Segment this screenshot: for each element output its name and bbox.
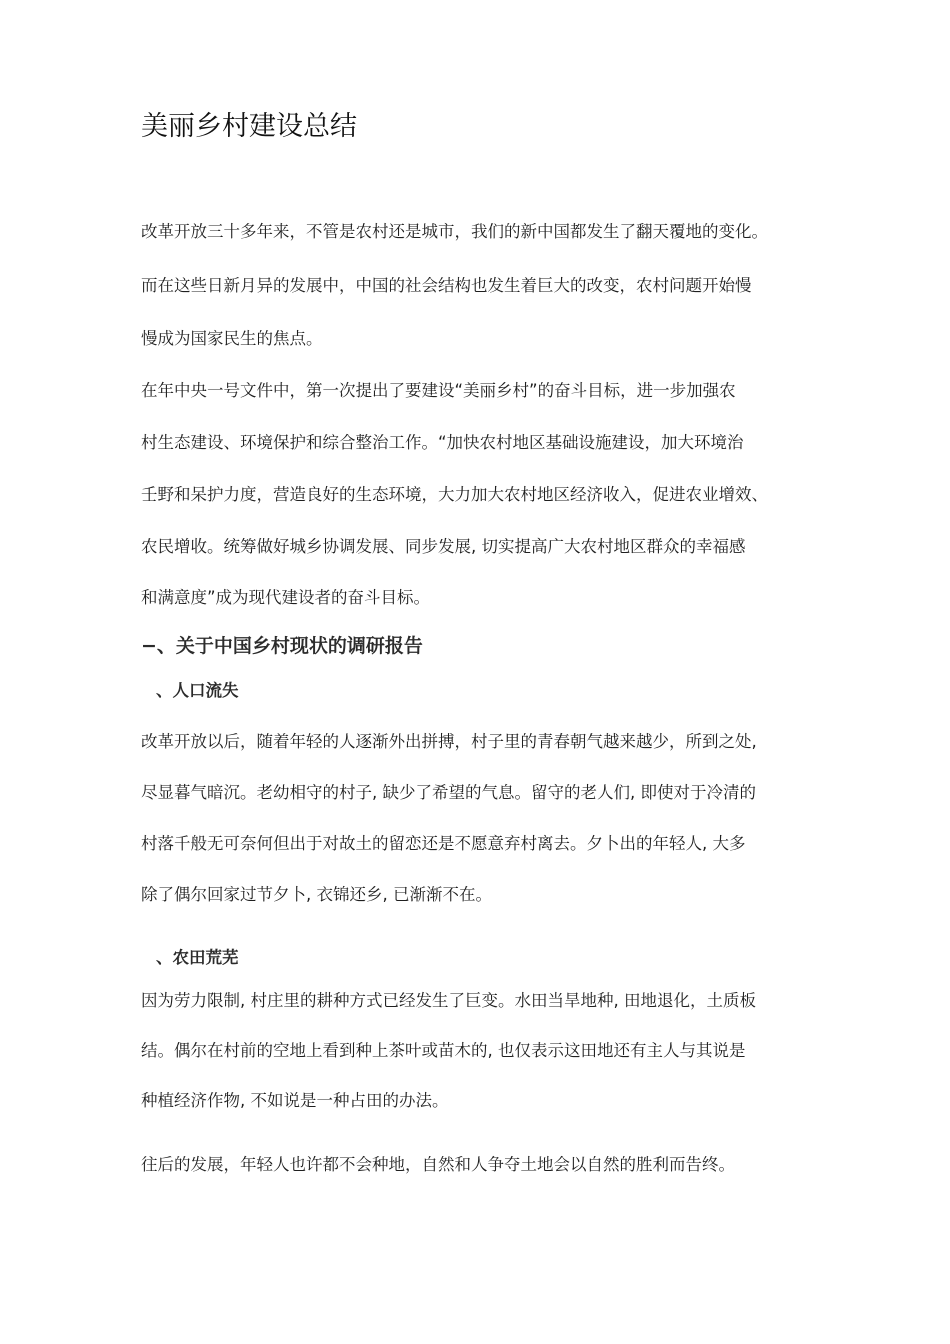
farmland-line-1: 因为劳力限制, 村庄里的耕种方式已经发生了巨变。水田当旱地种, 田地退化，土质板 (141, 991, 756, 1010)
goal-line-2: 村生态建设、环境保护和综合整治工作。“加快农村地区基础设施建设，加大环境治 (141, 433, 744, 452)
population-line-1: 改革开放以后，随着年轻的人逐渐外出拼搏，村子里的青春朝气越来越少，所到之处, (141, 732, 757, 751)
closing-paragraph: 往后的发展，年轻人也许都不会种地，自然和人争夺土地会以自然的胜利而告终。 (141, 1155, 735, 1174)
goal-line-4: 农民增收。统筹做好城乡协调发展、同步发展, 切实提高广大农村地区群众的幸福感 (141, 537, 746, 556)
goal-line-1: 在年中央一号文件中，第一次提出了要建设“美丽乡村”的奋斗目标，进一步加强农 (141, 381, 736, 400)
document-title: 美丽乡村建设总结 (141, 111, 357, 142)
section-heading-survey: −、关于中国乡村现状的调研报告 (141, 635, 423, 657)
subsection-heading-population: 、人口流失 (156, 681, 239, 700)
population-line-2: 尽显暮气暗沉。老幼相守的村子, 缺少了希望的气息。留守的老人们, 即使对于冷清的 (141, 783, 756, 802)
intro-line-2: 而在这些日新月异的发展中，中国的社会结构也发生着巨大的改变，农村问题开始慢 (141, 276, 752, 295)
intro-line-3: 慢成为国家民生的焦点。 (141, 329, 323, 348)
population-line-4: 除了偶尔回家过节夕卜, 衣锦还乡, 已渐渐不在。 (141, 885, 492, 904)
subsection-heading-farmland: 、农田荒芜 (156, 948, 239, 967)
goal-line-5: 和满意度”成为现代建设者的奋斗目标。 (141, 588, 431, 607)
farmland-line-3: 种植经济作物, 不如说是一种占田的办法。 (141, 1091, 449, 1110)
intro-line-1: 改革开放三十多年来，不管是农村还是城市，我们的新中国都发生了翻天覆地的变化。 (141, 222, 768, 241)
population-line-3: 村落千般无可奈何但出于对故土的留恋还是不愿意弃村离去。夕卜出的年轻人, 大多 (141, 834, 746, 853)
goal-line-3: 壬野和呆护力度，营造良好的生态环境，大力加大农村地区经济收入，促进农业增效、 (141, 485, 768, 504)
farmland-line-2: 结。偶尔在村前的空地上看到种上茶叶或苗木的, 也仅表示这田地还有主人与其说是 (141, 1041, 746, 1060)
